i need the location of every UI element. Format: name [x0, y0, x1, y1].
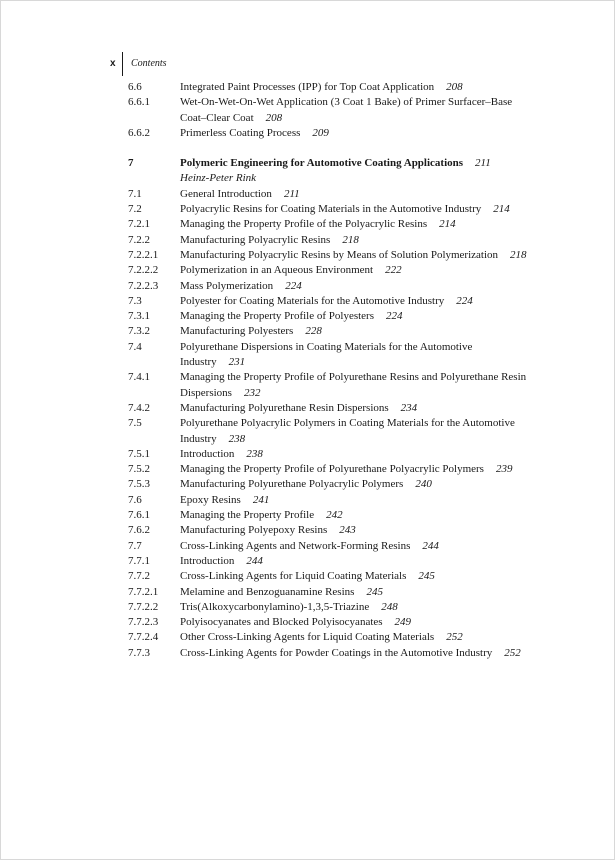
entry-title: Cross-Linking Agents and Network-Forming Resins [180, 539, 411, 552]
entry-title-wrap [180, 493, 528, 508]
entry-title-wrap [180, 80, 528, 95]
entry-title: Managing the Property Profile [180, 509, 315, 522]
entry-number: 6.6 [128, 81, 142, 93]
entry-page: 224 [285, 279, 302, 292]
entry-title-wrap [180, 615, 528, 630]
entry-title: Polyurethane Polyacrylic Polymers in Coating Materials for the Automotive Industry [180, 417, 515, 445]
entry-title: Wet-On-Wet-On-Wet Application (3 Coat 1 Bake) of Primer Surfacer–Base Coat–Clear Coat [180, 96, 513, 124]
entry-page: 241 [252, 493, 270, 506]
entry-title: Managing the Property Profile of Polyesters [180, 310, 374, 323]
toc-entry[interactable] [128, 477, 528, 492]
running-head [110, 52, 167, 76]
entry-title-wrap [180, 508, 528, 523]
entry-page: 240 [415, 478, 432, 491]
entry-title: Managing the Property Profile of Polyurethane Polyacrylic Polymers [180, 463, 484, 476]
toc-entry[interactable] [128, 462, 528, 477]
header-divider [122, 52, 123, 76]
toc-entry[interactable] [128, 493, 528, 508]
entry-page: 244 [422, 539, 439, 552]
toc-entry[interactable] [128, 217, 528, 232]
toc-entry[interactable] [128, 600, 528, 615]
entry-title: Introduction [180, 447, 235, 460]
entry-number: 7.6.1 [128, 509, 150, 522]
entry-page: 222 [385, 264, 402, 277]
toc-entry[interactable] [128, 646, 528, 661]
entry-title-wrap [180, 447, 528, 462]
chapter-title-wrap [180, 156, 528, 171]
chapter-author: Heinz-Peter Rink [180, 172, 257, 185]
entry-title: Managing the Property Profile of Polyurethane Resins and Polyurethane Resin Dispersions [180, 371, 527, 399]
entry-page: 243 [339, 524, 356, 537]
entry-page: 232 [243, 386, 261, 399]
entry-title-wrap [180, 630, 528, 645]
toc-entry[interactable] [128, 202, 528, 217]
chapter-author-row [128, 171, 528, 186]
entry-number: 7.6.2 [128, 524, 150, 537]
toc-entry[interactable] [128, 416, 528, 447]
entry-number: 7.3 [128, 294, 142, 307]
toc-entry[interactable] [128, 585, 528, 600]
entry-title-wrap [180, 340, 528, 371]
entry-number: 7.2.2.3 [128, 279, 159, 292]
toc-entry[interactable] [128, 554, 528, 569]
entry-page: 234 [400, 401, 418, 414]
entry-number: 7.2.2.1 [128, 248, 159, 261]
entry-title: Polyester for Coating Materials for the Automotive Industry [180, 294, 445, 307]
entry-title-wrap [180, 309, 528, 324]
entry-page: 242 [326, 509, 343, 522]
entry-number: 7.7.2.1 [128, 585, 159, 598]
entry-title: Melamine and Benzoguanamine Resins [180, 585, 355, 598]
entry-title-wrap [180, 95, 528, 126]
toc-entry[interactable] [128, 508, 528, 523]
entry-page: 218 [342, 233, 359, 246]
entry-number: 7.4.2 [128, 401, 150, 414]
toc-entry[interactable] [128, 539, 528, 554]
toc-entry[interactable] [128, 615, 528, 630]
toc-entry[interactable] [128, 294, 528, 309]
entry-title: Other Cross-Linking Agents for Liquid Coating Materials [180, 631, 435, 644]
entry-page: 252 [504, 646, 521, 659]
entry-number: 7.4 [128, 340, 142, 353]
toc-entry[interactable] [128, 324, 528, 339]
toc-section-6 [128, 80, 528, 141]
entry-title-wrap [180, 416, 528, 447]
entry-title-wrap [180, 569, 528, 584]
toc-entry[interactable] [128, 447, 528, 462]
entry-title: General Introduction [180, 187, 272, 200]
entry-number: 7.2.1 [128, 218, 150, 231]
toc-entry[interactable] [128, 309, 528, 324]
entry-page: 244 [246, 554, 263, 567]
entry-page: 252 [446, 631, 463, 644]
entry-title: Polyurethane Dispersions in Coating Materials for the Automotive Industry [180, 340, 473, 369]
entry-title-wrap [180, 202, 528, 217]
section-gap [128, 141, 528, 156]
entry-page: 238 [228, 432, 246, 445]
toc-entry[interactable] [128, 569, 528, 584]
entry-title: Manufacturing Polyacrylic Resins [180, 233, 331, 246]
entry-title: Cross-Linking Agents for Powder Coatings in the Automotive Industry [180, 646, 493, 659]
entry-title-wrap [180, 324, 528, 339]
entry-title-wrap [180, 600, 528, 615]
entry-page: 228 [305, 325, 322, 338]
entry-page: 208 [446, 81, 463, 93]
entry-number: 6.6.2 [128, 126, 150, 139]
entry-page: 208 [265, 111, 283, 124]
entry-page: 245 [418, 570, 435, 583]
toc-entry[interactable] [128, 80, 528, 95]
entry-page: 211 [283, 187, 300, 200]
toc-entry[interactable] [128, 370, 528, 401]
entry-number: 7.2.2.2 [128, 264, 159, 277]
toc-entry[interactable] [128, 233, 528, 248]
entry-number: 7.7.3 [128, 646, 150, 659]
toc-entry[interactable] [128, 401, 528, 416]
entry-title-wrap [180, 646, 528, 661]
entry-number: 7.5.3 [128, 478, 150, 491]
entry-title-wrap [180, 585, 528, 600]
entry-page: 224 [456, 294, 473, 307]
entry-number: 6.6.1 [128, 96, 150, 109]
entry-number: 7.7 [128, 539, 142, 552]
chapter-page: 211 [475, 157, 491, 170]
entry-title-wrap [180, 217, 528, 232]
entry-page: 231 [228, 356, 246, 369]
toc-entry[interactable] [128, 248, 528, 263]
entry-title: Manufacturing Polyurethane Resin Dispersions [180, 401, 389, 414]
entry-title: Managing the Property Profile of the Polyacrylic Resins [180, 218, 428, 231]
toc-entry[interactable] [128, 279, 528, 294]
entry-number: 7.7.2 [128, 570, 150, 583]
entry-title: Polyisocyanates and Blocked Polyisocyanates [180, 616, 383, 629]
toc-entry[interactable] [128, 523, 528, 538]
entry-title-wrap [180, 523, 528, 538]
author-indent [128, 171, 180, 186]
entry-title-wrap [180, 370, 528, 401]
entry-title: Polymerization in an Aqueous Environment [180, 264, 374, 277]
entry-title-wrap [180, 462, 528, 477]
entry-title-wrap [180, 126, 528, 141]
page-number: x [110, 58, 116, 69]
entry-title-wrap [180, 294, 528, 309]
table-of-contents [128, 80, 528, 661]
toc-entry[interactable] [128, 263, 528, 278]
entry-title: Primerless Coating Process [180, 126, 301, 139]
entry-number: 7.2.2 [128, 233, 150, 246]
toc-section-7 [128, 187, 528, 661]
entry-number: 7.4.1 [128, 371, 150, 384]
entry-title: Polyacrylic Resins for Coating Materials in the Automotive Industry [180, 203, 482, 216]
toc-entry[interactable] [128, 340, 528, 371]
entry-page: 239 [495, 463, 513, 476]
entry-title: Integrated Paint Processes (IPP) for Top Coat Application [180, 81, 435, 93]
entry-number: 7.5.1 [128, 447, 150, 460]
entry-title-wrap [180, 477, 528, 492]
entry-number: 7.5 [128, 417, 142, 430]
entry-number: 7.7.2.4 [128, 631, 159, 644]
entry-title: Manufacturing Polyacrylic Resins by Means of Solution Polymerization [180, 248, 499, 261]
entry-page: 209 [312, 126, 329, 139]
entry-title: Epoxy Resins [180, 493, 241, 506]
entry-title-wrap [180, 539, 528, 554]
entry-title-wrap [180, 279, 528, 294]
entry-page: 218 [510, 248, 527, 261]
entry-title: Tris(Alkoxycarbonylamino)-1,3,5-Triazine [180, 600, 370, 613]
entry-page: 249 [394, 616, 412, 629]
entry-title: Manufacturing Polyesters [180, 325, 294, 338]
entry-title-wrap [180, 554, 528, 569]
entry-title: Mass Polymerization [180, 279, 274, 292]
entry-title-wrap [180, 233, 528, 248]
toc-chapter-heading[interactable] [128, 156, 528, 171]
entry-number: 7.7.1 [128, 554, 150, 567]
toc-entry[interactable] [128, 95, 528, 126]
entry-page: 245 [366, 585, 383, 598]
entry-title-wrap [180, 263, 528, 278]
entry-number: 7.3.1 [128, 310, 150, 323]
entry-title-wrap [180, 401, 528, 416]
entry-number: 7.2 [128, 203, 142, 216]
toc-entry[interactable] [128, 187, 528, 202]
entry-page: 238 [246, 447, 263, 460]
running-title: Contents [131, 58, 167, 69]
entry-number: 7.5.2 [128, 463, 150, 476]
entry-title: Manufacturing Polyepoxy Resins [180, 524, 328, 537]
entry-title-wrap [180, 187, 528, 202]
entry-page: 214 [493, 203, 510, 216]
entry-number: 7.3.2 [128, 325, 150, 338]
entry-number: 7.7.2.2 [128, 600, 159, 613]
entry-number: 7.6 [128, 493, 142, 506]
toc-entry[interactable] [128, 630, 528, 645]
entry-page: 224 [386, 310, 403, 323]
chapter-title: Polymeric Engineering for Automotive Coating Applications [180, 157, 464, 170]
entry-page: 214 [439, 218, 456, 231]
entry-page: 248 [381, 600, 398, 613]
entry-title-wrap [180, 248, 528, 263]
entry-title: Cross-Linking Agents for Liquid Coating Materials [180, 570, 407, 583]
entry-number: 7.1 [128, 187, 142, 200]
entry-number: 7.7.2.3 [128, 616, 159, 629]
chapter-number: 7 [128, 157, 134, 170]
entry-title: Introduction [180, 554, 235, 567]
toc-entry[interactable] [128, 126, 528, 141]
entry-title: Manufacturing Polyurethane Polyacrylic Polymers [180, 478, 404, 491]
